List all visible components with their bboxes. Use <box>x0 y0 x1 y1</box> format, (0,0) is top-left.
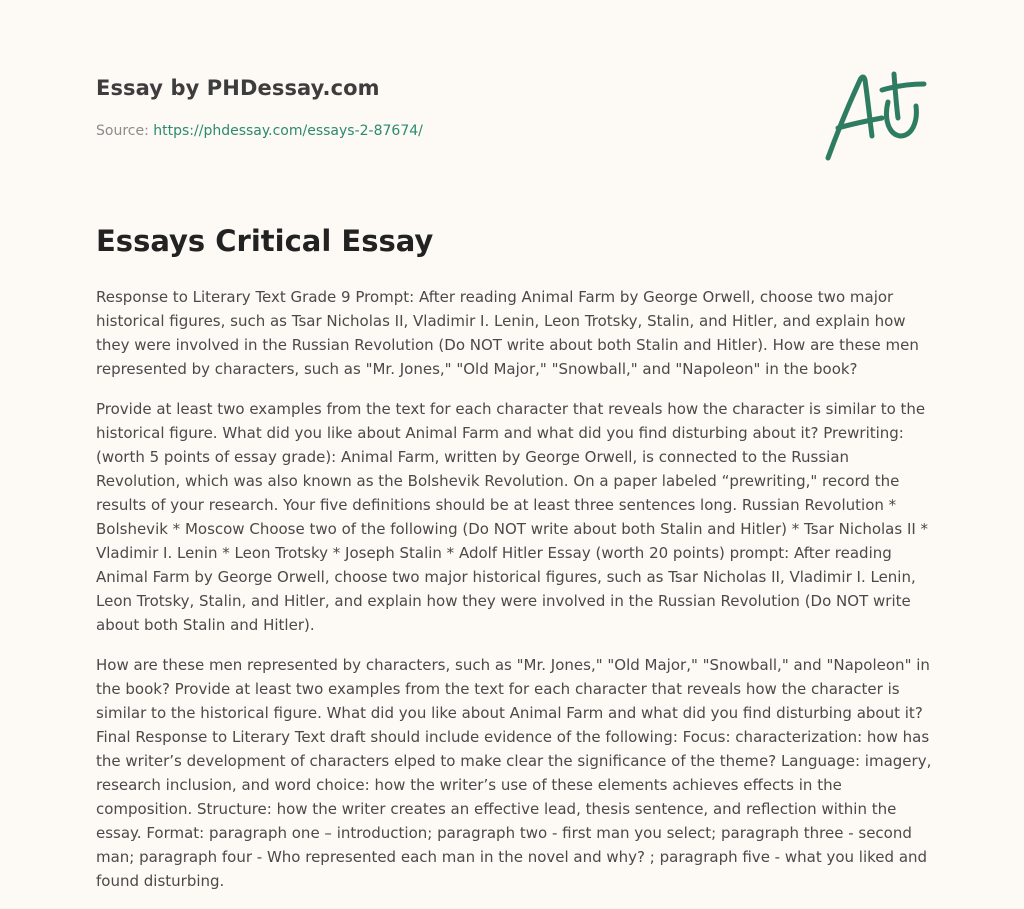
site-brand: Essay by PHDessay.com <box>96 76 380 100</box>
essay-paragraph: How are these men represented by characters, such as "Mr. Jones," "Old Major," "Snowball," and "Napoleon" in the book? Provide at least two examples from the text for each character that reveals how the character is similar to the historical figure. What did you like about Animal Farm and what did you find disturbing about it? Final Response to Literary Text draft should include evidence of the following: Focus: characterization: how has the writer’s development of characters elped to make clear the significance of the theme? Language: imagery, research inclusion, and word choice: how the writer’s use of these elements achieves effects in the composition. Structure: how the writer creates an effective lead, thesis sentence, and reflection within the essay. Format: paragraph one – introduction; paragraph two - first man you select; paragraph three - second man; paragraph four - Who represented each man in the novel and why? ; paragraph five - what you liked and found disturbing. <box>96 656 932 890</box>
source-link[interactable]: https://phdessay.com/essays-2-87674/ <box>153 123 423 139</box>
a-plus-logo-svg <box>818 66 930 166</box>
essay-body <box>96 285 936 909</box>
a-plus-logo-icon <box>818 66 930 166</box>
essay-paragraph: Response to Literary Text Grade 9 Prompt: After reading Animal Farm by George Orwell, choose two major historical figures, such as Tsar Nicholas II, Vladimir I. Lenin, Leon Trotsky, Stalin, and Hitler, and explain how they were involved in the Russian Revolution (Do NOT write about both Stalin and Hitler). How are these men represented by characters, such as "Mr. Jones," "Old Major," "Snowball," and "Napoleon" in the book? <box>96 288 919 378</box>
essay-title: Essays Critical Essay <box>96 224 434 258</box>
essay-paragraph: Provide at least two examples from the text for each character that reveals how the character is similar to the historical figure. What did you like about Animal Farm and what did you find disturbing about it? Prewriting: (worth 5 points of essay grade): Animal Farm, written by George Orwell, is connected to the Russian Revolution, which was also known as the Bolshevik Revolution. On a paper labeled “prewriting," record the results of your research. Your five definitions should be at least three sentences long. Russian Revolution * Bolshevik * Moscow Choose two of the following (Do NOT write about both Stalin and Hitler) * Tsar Nicholas II * Vladimir I. Lenin * Leon Trotsky * Joseph Stalin * Adolf Hitler Essay (worth 20 points) prompt: After reading Animal Farm by George Orwell, choose two major historical figures, such as Tsar Nicholas II, Vladimir I. Lenin, Leon Trotsky, Stalin, and Hitler, and explain how they were involved in the Russian Revolution (Do NOT write about both Stalin and Hitler). <box>96 400 929 634</box>
source-label: Source: <box>96 123 154 139</box>
source-line <box>96 123 423 139</box>
